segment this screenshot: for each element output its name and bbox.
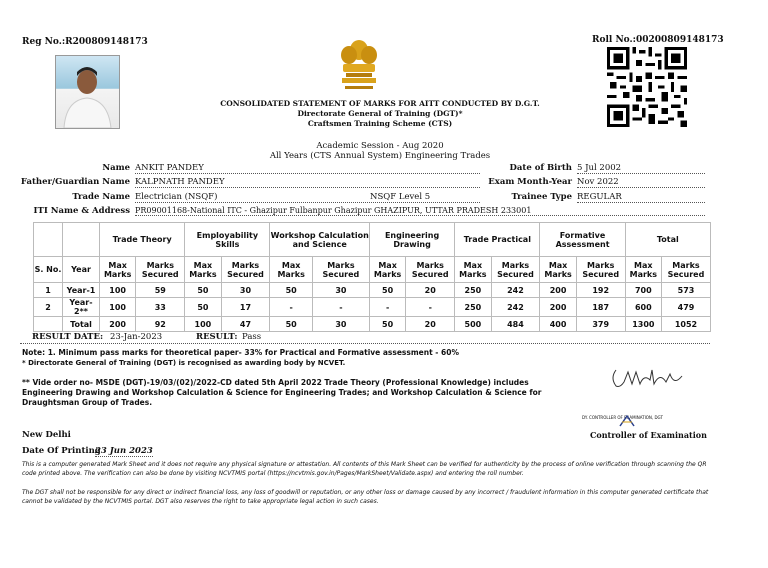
cell: 20 — [406, 317, 455, 332]
academic-session: Academic Session - Aug 2020 — [316, 141, 444, 151]
cell: 100 — [185, 317, 221, 332]
scheme-name: Craftsmen Training Scheme (CTS) — [307, 119, 453, 128]
cell: 1300 — [625, 317, 661, 332]
group-practical: Trade Practical — [455, 223, 540, 257]
academic-years: All Years (CTS Annual System) Engineering Trades — [269, 151, 491, 161]
name-label: Name — [102, 163, 130, 173]
result-label: RESULT: — [196, 332, 238, 342]
disclaimer-verification: This is a computer generated Mark Sheet and it does not require any physical signature or attestation. All contents of this Mark Sheet can be verified for authenticity by the process of online verification through scanning the QR code printed above. The verification can also be done by visiting NCVTMIS portal (https://ncvtmis.gov.in/Pages/MarkSheet/Validate.aspx) and entering the roll number. — [22, 461, 707, 477]
disclaimer-liability: The DGT shall not be responsible for any direct or indirect financial loss, any loss of goodwill or reputation, or any other loss or damage caused by any incorrect / fraudulent information in this computer generated certificate that cannot be validated by the NCVTMIS portal. DGT also reserves the right to take appropriate legal action in such cases. — [22, 489, 709, 505]
group-total: Total — [625, 223, 710, 257]
cell — [34, 317, 63, 332]
cell: 50 — [369, 283, 405, 298]
cell: 200 — [540, 298, 576, 317]
registration-number: Reg No.:R200809148173 — [22, 37, 148, 47]
statement-title: CONSOLIDATED STATEMENT OF MARKS FOR AITT CONDUCTED BY D.G.T. — [220, 99, 540, 108]
secured-header: Marks Secured — [661, 257, 710, 283]
iti-name-address: PR09001168-National ITC - Ghazipur Fulbanpur Ghazipur GHAZIPUR, UTTAR PRADESH 233001 — [135, 206, 705, 216]
cell: 30 — [312, 317, 369, 332]
cell: 2 — [34, 298, 63, 317]
national-emblem-icon — [337, 38, 381, 94]
verification-qr-code — [607, 47, 687, 127]
guardian-name: KALPNATH PANDEY — [135, 177, 480, 188]
cell: 50 — [270, 317, 312, 332]
cell: 1052 — [661, 317, 710, 332]
cell: 30 — [221, 283, 270, 298]
trade-label: Trade Name — [72, 192, 130, 202]
cell: - — [270, 298, 312, 317]
secured-header: Marks Secured — [491, 257, 540, 283]
max-header: Max Marks — [455, 257, 491, 283]
cell: 50 — [185, 298, 221, 317]
cell: 250 — [455, 283, 491, 298]
nsqf-level: NSQF Level 5 — [370, 192, 431, 202]
max-header: Max Marks — [369, 257, 405, 283]
cell: 192 — [576, 283, 625, 298]
group-employability: Employability Skills — [185, 223, 270, 257]
cell: Total — [63, 317, 100, 332]
controller-title: Controller of Examination — [590, 430, 707, 440]
deputy-controller-note: DY. CONTROLLER OF EXAMINATION, DGT — [582, 415, 663, 420]
group-formative: Formative Assessment — [540, 223, 625, 257]
cell: 250 — [455, 298, 491, 317]
secured-header: Marks Secured — [576, 257, 625, 283]
secured-header: Marks Secured — [221, 257, 270, 283]
cell: 50 — [185, 283, 221, 298]
subheader-row — [34, 257, 711, 283]
secured-header: Marks Secured — [136, 257, 185, 283]
result-value: Pass — [242, 332, 262, 342]
cell: 200 — [540, 283, 576, 298]
cell: 50 — [270, 283, 312, 298]
cell: 59 — [136, 283, 185, 298]
candidate-name: ANKIT PANDEY — [135, 163, 480, 174]
divider — [20, 343, 710, 344]
trade-name: Electrician (NSQF) — [135, 192, 480, 203]
date-of-birth: 5 Jul 2002 — [577, 163, 705, 174]
exam-month-year: Nov 2022 — [577, 177, 705, 188]
sno-header: S. No. — [34, 257, 63, 283]
cell: 47 — [221, 317, 270, 332]
cell: 400 — [540, 317, 576, 332]
note-dgt: * Directorate General of Training (DGT) is recognised as awarding body by NCVET. — [22, 359, 346, 367]
cell: 500 — [455, 317, 491, 332]
cell: Year-2** — [63, 298, 100, 317]
cell: 379 — [576, 317, 625, 332]
group-drawing: Engineering Drawing — [369, 223, 454, 257]
exam-label: Exam Month-Year — [488, 177, 572, 187]
group-workshop: Workshop Calculation and Science — [270, 223, 370, 257]
result-date: 23-Jan-2023 — [110, 332, 163, 342]
cell: 484 — [491, 317, 540, 332]
group-trade-theory: Trade Theory — [100, 223, 185, 257]
trainee-type: REGULAR — [577, 192, 705, 203]
cell: 700 — [625, 283, 661, 298]
max-header: Max Marks — [625, 257, 661, 283]
note-vide-order: ** Vide order no- MSDE (DGT)-19/03/(02)/2022-CD dated 5th April 2022 Trade Theory (Professional Knowledge) includes Engineering Drawing and Workshop Calculation & Science for Engineering Trades; and Workshop Calculation & Science for Draughtsman Group of Trades. — [22, 378, 542, 407]
printing-date-label: Date Of Printing — [22, 446, 101, 456]
cell: 187 — [576, 298, 625, 317]
candidate-photo — [55, 55, 120, 129]
cell: 92 — [136, 317, 185, 332]
table-row — [34, 283, 711, 298]
cell: Year-1 — [63, 283, 100, 298]
cell: 573 — [661, 283, 710, 298]
cell: - — [406, 298, 455, 317]
printing-date: 23 Jun 2023 — [95, 446, 153, 456]
cell: - — [312, 298, 369, 317]
cell: 100 — [100, 283, 136, 298]
max-header: Max Marks — [185, 257, 221, 283]
secured-header: Marks Secured — [312, 257, 369, 283]
cell: 100 — [100, 298, 136, 317]
directorate-name: Directorate General of Training (DGT)* — [297, 109, 463, 118]
max-header: Max Marks — [100, 257, 136, 283]
cell: - — [369, 298, 405, 317]
place: New Delhi — [22, 430, 71, 440]
cell: 600 — [625, 298, 661, 317]
cell: 33 — [136, 298, 185, 317]
marks-table — [33, 222, 711, 332]
cell: 242 — [491, 298, 540, 317]
trainee-label: Trainee Type — [511, 192, 572, 202]
cell: 20 — [406, 283, 455, 298]
cell: 17 — [221, 298, 270, 317]
table-row — [34, 298, 711, 317]
dob-label: Date of Birth — [509, 163, 572, 173]
cell: 200 — [100, 317, 136, 332]
secured-header: Marks Secured — [406, 257, 455, 283]
cell: 50 — [369, 317, 405, 332]
table-total-row — [34, 317, 711, 332]
year-header: Year — [63, 257, 100, 283]
iti-label: ITI Name & Address — [33, 206, 130, 216]
guardian-label: Father/Guardian Name — [20, 177, 130, 187]
note-pass-marks: Note: 1. Minimum pass marks for theoretical paper- 33% for Practical and Formative assessment - 60% — [22, 348, 459, 357]
max-header: Max Marks — [270, 257, 312, 283]
max-header: Max Marks — [540, 257, 576, 283]
cell: 1 — [34, 283, 63, 298]
controller-signature — [608, 362, 688, 396]
cell: 242 — [491, 283, 540, 298]
signature-stamp-icon — [618, 413, 636, 427]
roll-number: Roll No.:00200809148173 — [592, 35, 724, 45]
cell: 479 — [661, 298, 710, 317]
cell: 30 — [312, 283, 369, 298]
result-date-label: RESULT DATE: — [32, 332, 104, 342]
